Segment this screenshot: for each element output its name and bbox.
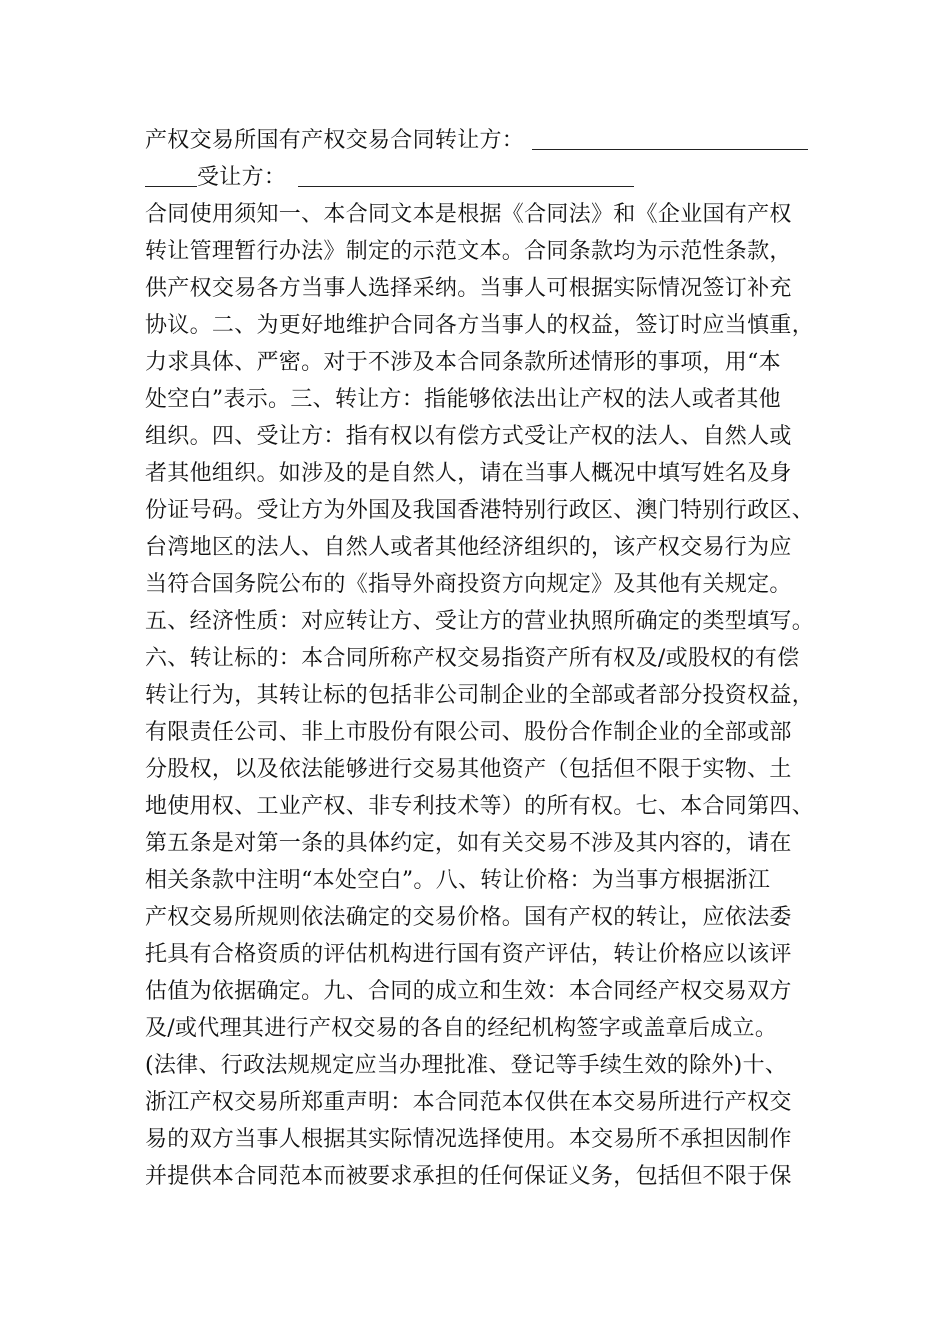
body-line: 并提供本合同范本而被要求承担的任何保证义务，包括但不限于保 [145,1164,792,1189]
header-line-transferee [145,159,815,196]
body-line: 合同使用须知一、本合同文本是根据《合同法》和《企业国有产权 [145,202,792,227]
body-line: (法律、行政法规规定应当办理批准、登记等手续生效的除外)十、 [145,1053,788,1078]
body-line: 易的双方当事人根据其实际情况选择使用。本交易所不承担因制作 [145,1127,792,1152]
body-line: 六、转让标的：本合同所称产权交易指资产所有权及/或股权的有偿 [145,646,800,671]
transferee-blank-field[interactable] [298,166,634,187]
body-line: 有限责任公司、非上市股份有限公司、股份合作制企业的全部或部 [145,720,792,745]
body-line: 者其他组织。如涉及的是自然人，请在当事人概况中填写姓名及身 [145,461,792,486]
body-line: 及/或代理其进行产权交易的各自的经纪机构签字或盖章后成立。 [145,1016,778,1041]
body-line: 当符合国务院公布的《指导外商投资方向规定》及其他有关规定。 [145,572,792,597]
body-line: 产权交易所规则依法确定的交易价格。国有产权的转让，应依法委 [145,905,792,930]
header-line-transferor [145,122,815,159]
body-line: 相关条款中注明“本处空白”。八、转让价格：为当事方根据浙江 [145,868,771,893]
body-line: 分股权，以及依法能够进行交易其他资产（包括但不限于实物、土 [145,757,792,782]
transferor-blank-field[interactable] [532,129,808,150]
body-line: 五、经济性质：对应转让方、受让方的营业执照所确定的类型填写。 [145,609,815,634]
body-line: 第五条是对第一条的具体约定，如有关交易不涉及其内容的，请在 [145,831,792,856]
body-line: 协议。二、为更好地维护合同各方当事人的权益，签订时应当慎重， [145,313,815,338]
contract-title-transferor-label: 产权交易所国有产权交易合同转让方： [145,128,525,153]
body-line: 处空白”表示。三、转让方：指能够依法出让产权的法人或者其他 [145,387,781,412]
transferee-label: 受让方： [197,165,287,190]
body-line: 估值为依据确定。九、合同的成立和生效：本合同经产权交易双方 [145,979,792,1004]
body-line: 地使用权、工业产权、非专利技术等）的所有权。七、本合同第四、 [145,794,815,819]
body-line: 组织。四、受让方：指有权以有偿方式受让产权的法人、自然人或 [145,424,792,449]
body-line: 转让管理暂行办法》制定的示范文本。合同条款均为示范性条款， [145,239,792,264]
body-line: 力求具体、严密。对于不涉及本合同条款所述情形的事项，用“本 [145,350,781,375]
body-line: 台湾地区的法人、自然人或者其他经济组织的，该产权交易行为应 [145,535,792,560]
body-line: 供产权交易各方当事人选择采纳。当事人可根据实际情况签订补充 [145,276,792,301]
body-line: 份证号码。受让方为外国及我国香港特别行政区、澳门特别行政区、 [145,498,815,523]
body-line: 转让行为，其转让标的包括非公司制企业的全部或者部分投资权益， [145,683,815,708]
body-line: 浙江产权交易所郑重声明：本合同范本仅供在本交易所进行产权交 [145,1090,792,1115]
body-line: 托具有合格资质的评估机构进行国有资产评估，转让价格应以该评 [145,942,792,967]
document-text [145,122,815,1195]
transferor-blank-field-continued[interactable] [145,166,197,187]
